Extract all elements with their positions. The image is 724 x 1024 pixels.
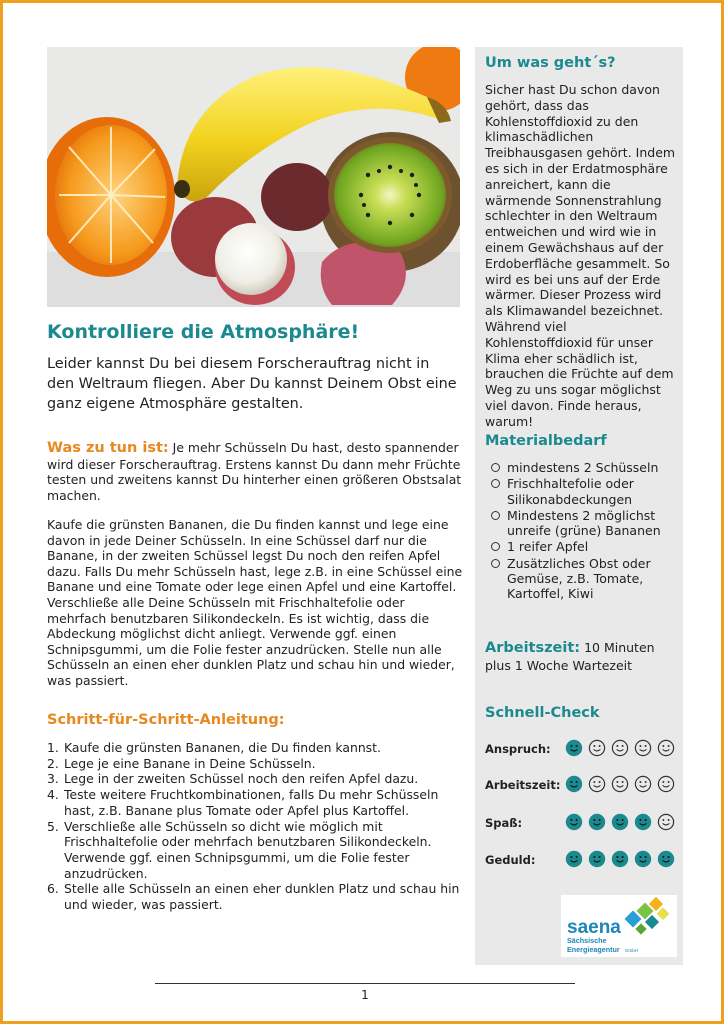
what-to-do-heading: Was zu tun ist: — [47, 440, 169, 456]
smiley-outline-icon — [634, 775, 652, 793]
what-to-do-section — [47, 440, 467, 503]
rating-row-arbeitszeit — [485, 775, 681, 795]
smiley-filled-icon — [657, 850, 675, 868]
rating-row-anspruch — [485, 739, 681, 759]
logo-wordmark: saena — [567, 917, 621, 938]
footer-divider — [155, 983, 575, 984]
steps-heading: Schritt-für-Schritt-Anleitung: — [47, 712, 285, 728]
material-item: mindestens 2 Schüsseln — [485, 460, 681, 475]
quick-check-heading: Schnell-Check — [485, 705, 600, 721]
rating-faces — [565, 775, 675, 793]
work-time-value: 10 Minuten plus 1 Woche Wartezeit — [485, 640, 655, 673]
rating-faces — [565, 850, 675, 868]
rating-row-spass — [485, 813, 681, 833]
smiley-filled-icon — [565, 850, 583, 868]
smiley-filled-icon — [611, 850, 629, 868]
work-time — [485, 639, 681, 675]
smiley-outline-icon — [611, 739, 629, 757]
step-item: 4. Teste weitere Fruchtkombinationen, falls Du mehr Schüsseln hast, z.B. Banane plus Tomate oder Apfel plus Kartoffel. — [47, 787, 439, 818]
material-item: Frischhaltefolie oder Silikonabdeckungen — [485, 476, 681, 507]
info-sidebar — [475, 47, 683, 965]
material-item: Mindestens 2 möglichst unreife (grüne) Bananen — [485, 508, 681, 539]
rating-label: Arbeitszeit: — [485, 778, 561, 792]
smiley-outline-icon — [657, 813, 675, 831]
logo-line-2: Energieagentur — [567, 945, 620, 954]
smiley-outline-icon — [611, 775, 629, 793]
intro-text: Leider kannst Du bei diesem Forscherauftrag nicht in den Weltraum fliegen. Aber Du kannst Deinem Obst eine ganz eigene Atmosphäre gestalten. — [47, 356, 457, 412]
saena-logo-mark — [561, 895, 677, 957]
step-item: 2. Lege je eine Banane in Deine Schüsseln. — [47, 755, 316, 771]
smiley-filled-icon — [634, 813, 652, 831]
smiley-outline-icon — [588, 739, 606, 757]
material-item: 1 reifer Apfel — [485, 539, 681, 554]
rating-row-geduld — [485, 850, 681, 870]
smiley-filled-icon — [565, 739, 583, 757]
logo-squares-icon — [625, 897, 670, 935]
step-item: 6. Stelle alle Schüsseln an einen eher dunklen Platz und schau hin und wieder, was passiert. — [47, 881, 460, 913]
page-number: 1 — [361, 988, 369, 1002]
steps-list — [47, 740, 467, 913]
what-to-do-text: Je mehr Schüsseln Du hast, desto spannender wird dieser Forscherauftrag. Erstens kannst Du dann mehr Früchte testen und zweitens kannst Du hinterher einen größeren Obstsalat machen. — [47, 440, 462, 503]
smiley-filled-icon — [634, 850, 652, 868]
smiley-outline-icon — [657, 739, 675, 757]
page-title: Kontrolliere die Atmosphäre! — [47, 321, 360, 343]
material-list — [485, 460, 681, 603]
logo-suffix: GmbH — [625, 948, 639, 953]
smiley-filled-icon — [588, 850, 606, 868]
smiley-filled-icon — [611, 813, 629, 831]
work-time-label: Arbeitszeit: — [485, 640, 581, 656]
logo-line-1: Sächsische — [567, 936, 607, 945]
step-item: 1. Kaufe die grünsten Bananen, die Du finden kannst. — [47, 740, 381, 755]
rating-faces — [565, 739, 675, 757]
step-item: 5. Verschließe alle Schüsseln so dicht wie möglich mit Frischhaltefolie oder mehrfach benutzbaren Silikondeckeln. Verwende ggf. einen Schnipsgummi, um die Folie fester anzudrücken. — [47, 818, 432, 881]
instructions-paragraph: Kaufe die grünsten Bananen, die Du finden kannst und lege eine davon in jede Deiner Schüsseln. In eine Schüssel darf nur die Banane, in der zweiten Schüssel legst Du noch den reifen Apfel dazu. Falls Du mehr Schüsseln hast, lege z.B. in eine Schüssel eine Banane und eine Tomate oder lege einen Apfel und eine Kartoffel. Verschließe alle Deine Schüsseln mit Frischhaltefolie oder mehrfach benutzbaren Silikondeckeln. Es ist wichtig, dass die Abdeckung möglichst dicht anliegt. Verwende ggf. einen Schnipsgummi, um die Folie fester anzudrücken. Stelle nun alle Schüsseln an einen eher dunklen Platz und schau hin und wieder, was passiert. — [47, 517, 463, 688]
step-item: 3. Lege in der zweiten Schüssel noch den reifen Apfel dazu. — [47, 771, 419, 787]
about-heading: Um was geht´s? — [485, 55, 616, 71]
rating-label: Anspruch: — [485, 742, 551, 756]
smiley-outline-icon — [588, 775, 606, 793]
rating-label: Geduld: — [485, 853, 536, 867]
smiley-filled-icon — [565, 775, 583, 793]
smiley-outline-icon — [657, 775, 675, 793]
smiley-filled-icon — [565, 813, 583, 831]
fruit-illustration — [47, 47, 460, 307]
rating-label: Spaß: — [485, 816, 523, 830]
about-text: Sicher hast Du schon davon gehört, dass das Kohlenstoffdioxid zu den klimaschädlichen Treibhausgasen gehört. Indem es sich in der Erdatmosphäre anreichert, kann die wärmende Sonnenstrahlung schlechter in den Weltraum entweichen und wird wie in einem Gewächshaus auf der Erdoberfläche gesammelt. So wird es bei uns auf der Erde wärmer. Dieser Prozess wird als Klimawandel bezeichnet. Während viel Kohlenstoffdioxid für unser Klima eher schädlich ist, brauchen die Früchte auf dem Weg zu uns sogar möglichst viel davon. Finde heraus, warum! — [485, 82, 676, 429]
saena-logo — [561, 895, 677, 957]
smiley-outline-icon — [634, 739, 652, 757]
material-item: Zusätzliches Obst oder Gemüse, z.B. Tomate, Kartoffel, Kiwi — [485, 556, 681, 602]
rating-faces — [565, 813, 675, 831]
smiley-filled-icon — [588, 813, 606, 831]
fruit-photo — [47, 47, 460, 307]
material-heading: Materialbedarf — [485, 433, 607, 449]
